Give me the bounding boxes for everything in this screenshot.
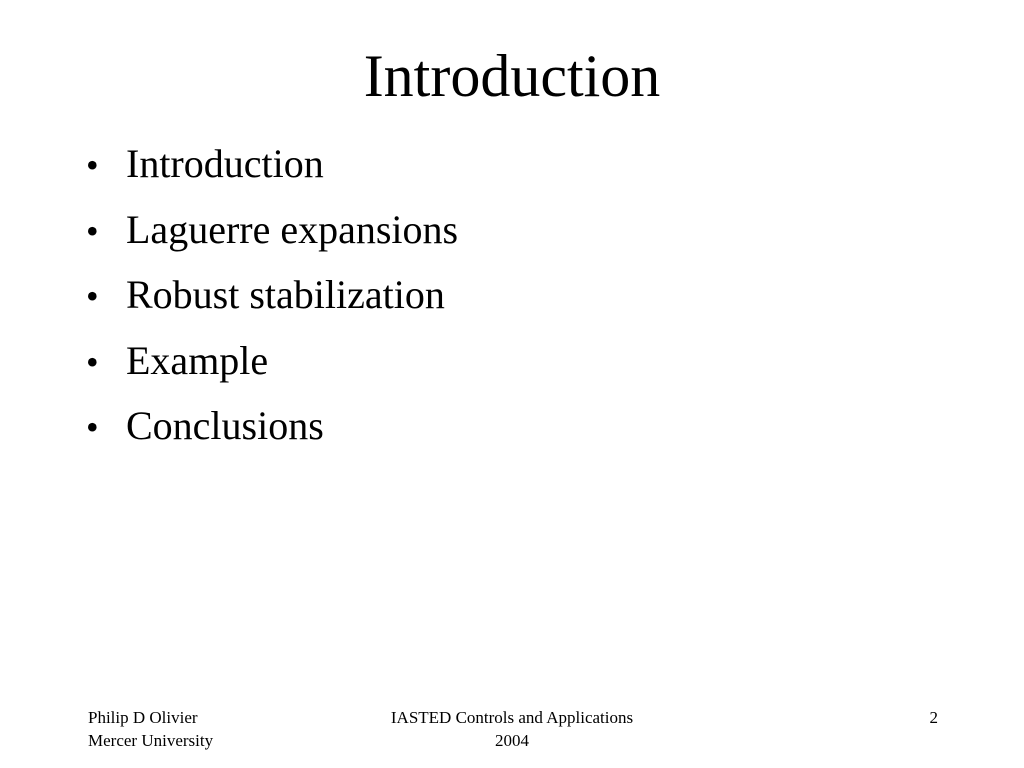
page-number: 2 xyxy=(929,708,938,727)
footer-author xyxy=(88,706,213,752)
bullet-icon: • xyxy=(86,276,99,316)
bullet-icon: • xyxy=(86,145,99,185)
footer-author-name: Philip D Olivier xyxy=(88,708,198,727)
bullet-text: Laguerre expansions xyxy=(126,206,459,252)
footer-conference xyxy=(352,706,672,752)
bullet-item-robust-stabilization xyxy=(86,271,458,337)
bullet-icon: • xyxy=(86,210,99,251)
footer-author-affiliation: Mercer University xyxy=(88,731,214,750)
bullet-item-laguerre-expansions xyxy=(86,206,458,272)
bullet-text: Conclusions xyxy=(126,403,324,448)
bullet-text: Robust stabilization xyxy=(126,272,445,317)
bullet-icon: • xyxy=(86,341,99,382)
bullet-item-example xyxy=(86,337,458,403)
footer-conference-name: IASTED Controls and Applications xyxy=(390,708,634,727)
bullet-text: Introduction xyxy=(126,141,324,186)
bullet-icon: • xyxy=(86,407,99,447)
slide-title: Introduction xyxy=(363,43,661,109)
bullet-item-conclusions xyxy=(86,402,458,468)
bullet-text: Example xyxy=(126,337,269,383)
footer-conference-year: 2004 xyxy=(495,731,529,750)
bullet-list xyxy=(86,140,458,468)
bullet-item-introduction xyxy=(86,140,458,206)
